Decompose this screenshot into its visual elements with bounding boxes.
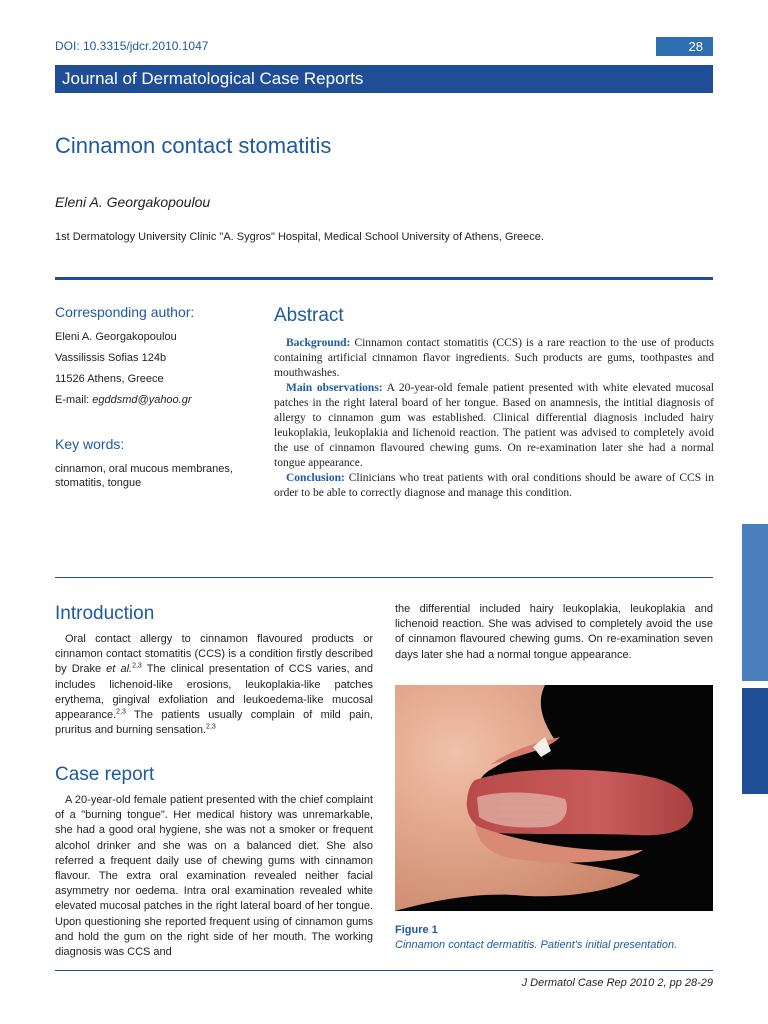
- figure-1-image: [395, 685, 713, 911]
- journal-title-bar: [55, 65, 713, 93]
- conclusion-label: Conclusion:: [286, 472, 345, 484]
- background-text: Cinnamon contact stomatitis (CCS) is a rare reaction to the use of products containing artificial cinnamon flavor ingredients. Such products are gums, toothpastes and mouthwashes.: [274, 337, 714, 379]
- case-report-heading: Case report: [55, 764, 155, 785]
- article-affiliation: 1st Dermatology University Clinic "A. Sygros" Hospital, Medical School University of Athens, Greece.: [55, 231, 544, 243]
- address-line: Eleni A. Georgakopoulou: [55, 331, 177, 343]
- intro-etal: et al.: [106, 663, 133, 676]
- intro-reference: 2,3: [132, 662, 142, 670]
- email-label: E-mail:: [55, 394, 93, 406]
- abstract-observations: [274, 381, 714, 471]
- case-report-continued: [395, 602, 713, 663]
- doi: DOI: 10.3315/jdcr.2010.1047: [55, 39, 209, 53]
- intro-reference: 2,3: [206, 723, 216, 731]
- abstract-heading: Abstract: [274, 305, 344, 326]
- side-tab-dark: [742, 688, 768, 794]
- figure-label: Figure 1: [395, 924, 438, 936]
- page-number: 28: [656, 37, 713, 56]
- introduction-paragraph: [55, 632, 373, 738]
- corresponding-author-heading: Corresponding author:: [55, 304, 195, 320]
- address-line: 11526 Athens, Greece: [55, 373, 164, 385]
- intro-reference: 2,3: [116, 708, 126, 716]
- side-tab-light: [742, 524, 768, 681]
- introduction-body: [55, 632, 373, 738]
- background-label: Background:: [286, 337, 351, 349]
- article-author: Eleni A. Georgakopoulou: [55, 194, 211, 210]
- abstract-conclusion: [274, 471, 714, 501]
- divider: [55, 577, 713, 578]
- divider-thick: [55, 277, 713, 280]
- intro-text: The clinical presentation of CCS varies, and includes lichenoid-like erosions, leukoplakia-like patches erythema, gingival exfoliation and leukoedema-like mucosal appearance.: [55, 663, 373, 722]
- tongue-photo: [395, 685, 713, 911]
- case-report-paragraph: the differential included hairy leukoplakia, leukoplakia and lichenoid reaction. She was advised to completely avoid the use of cinnamon flavoured chewing gums. On re-examination seven days later she had a normal tongue appearance.: [395, 603, 713, 661]
- journal-title: Journal of Dermatological Case Reports: [62, 69, 364, 88]
- email-link[interactable]: egddsmd@yahoo.gr: [92, 394, 192, 406]
- introduction-heading: Introduction: [55, 603, 155, 624]
- figure-caption: Cinnamon contact dermatitis. Patient's initial presentation.: [395, 939, 678, 951]
- footer-divider: [55, 970, 713, 971]
- address-line: Vassilissis Sofias 124b: [55, 352, 167, 364]
- conclusion-text: Clinicians who treat patients with oral conditions should be aware of CCS in order to be able to correctly diagnose and manage this condition.: [274, 472, 714, 499]
- observations-text: A 20-year-old female patient presented with white elevated mucosal patches in the right lateral board of her tongue. Based on anamnesis, the intitial diagnosis of allergy to cinnamon gum was established. Clinical differential diagnosis included hairy leukoplakia, leukoplakia and lichenoid reaction. The patient was advised to completely avoid the use of cinnamon flavoured chewing gums. On re-examination later she had a normal tongue appearance.: [274, 382, 715, 469]
- abstract-background: [274, 336, 714, 381]
- article-title: Cinnamon contact stomatitis: [55, 133, 332, 158]
- case-report-paragraph: A 20-year-old female patient presented with the chief complaint of a "burning tongue". Her medical history was unremarkable, she had a good oral hygiene, she was not a smoker or frequent alcohol drinker and she was on a balanced diet. She also referred a frequent daily use of chewing gums with cinnamon flavour. The extra oral examination revealed neither facial asymmetry nor oedema. Intra oral examination revealed white elevated mucosal patches in the right lateral board of her tongue. Upon questioning she reported frequent using of cinnamon gums and hold the gum on the right side of her mouth. The working diagnosis was CCS and: [55, 794, 373, 959]
- email-line: [55, 393, 192, 407]
- abstract-body: [274, 336, 714, 501]
- case-report-body: [55, 793, 373, 960]
- keywords: cinnamon, oral mucous membranes, stomatitis, tongue: [55, 463, 233, 489]
- footer-citation: J Dermatol Case Rep 2010 2, pp 28-29: [521, 977, 713, 989]
- intro-text: The patients usually complain of mild pain, pruritus and burning sensation.: [55, 709, 373, 737]
- keywords-heading: Key words:: [55, 436, 125, 452]
- observations-label: Main observations:: [286, 382, 383, 394]
- intro-text: Oral contact allergy to cinnamon flavoured products or cinnamon contact stomatitis (CCS) is a condition firstly described by Drake: [55, 633, 373, 676]
